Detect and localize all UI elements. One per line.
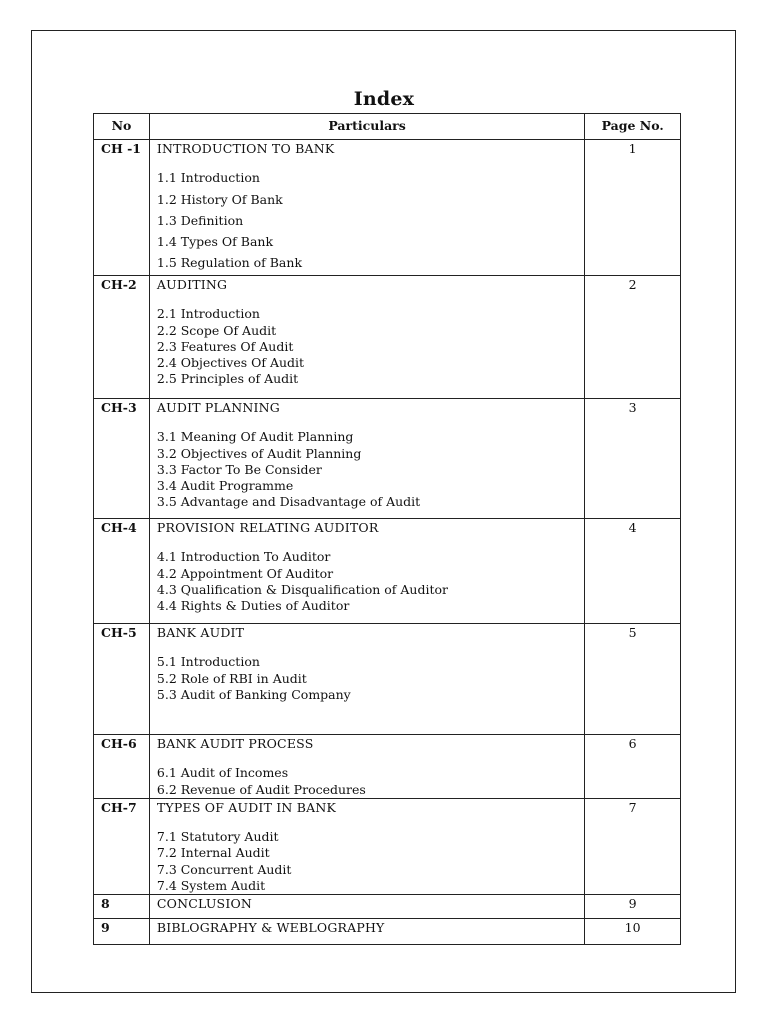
list-item: 2.4 Objectives Of Audit (156, 355, 305, 370)
list-item: 3.1 Meaning Of Audit Planning (156, 429, 354, 445)
chapter-no: CH-2 (94, 276, 150, 399)
table-row (94, 276, 681, 399)
chapter-page: 6 (585, 735, 681, 799)
chapter-page: 9 (585, 895, 681, 919)
list-item: 1.3 Definition (156, 212, 244, 228)
list-item: 4.4 Rights & Duties of Auditor (156, 598, 350, 613)
chapter-particulars (149, 399, 584, 519)
header-page: Page No. (585, 114, 681, 140)
header-particulars: Particulars (149, 114, 584, 140)
chapter-title: BIBLOGRAPHY & WEBLOGRAPHY (156, 920, 385, 935)
list-item: 3.4 Audit Programme (156, 478, 294, 493)
list-item: 1.1 Introduction (156, 170, 260, 186)
index-table (93, 113, 681, 945)
table-row (94, 399, 681, 519)
table-row (94, 624, 681, 735)
list-item: 5.2 Role of RBI in Audit (156, 670, 307, 686)
table-row (94, 798, 681, 894)
chapter-title: BANK AUDIT (156, 625, 245, 640)
chapter-items (157, 429, 584, 510)
list-item: 1.2 History Of Bank (156, 191, 283, 207)
chapter-no: CH-5 (94, 624, 150, 735)
chapter-no: CH -1 (94, 140, 150, 276)
list-item: 2.3 Features Of Audit (156, 338, 294, 354)
list-item: 7.4 System Audit (156, 877, 266, 893)
chapter-particulars (149, 140, 584, 276)
chapter-page: 5 (585, 624, 681, 735)
list-item: 3.5 Advantage and Disadvantage of Audit (156, 494, 421, 510)
table-row (94, 919, 681, 945)
list-item: 4.2 Appointment Of Auditor (156, 565, 334, 581)
list-item: 3.3 Factor To Be Consider (156, 461, 322, 477)
chapter-title: CONCLUSION (156, 896, 253, 911)
list-item: 5.1 Introduction (156, 654, 260, 670)
list-item: 7.2 Internal Audit (156, 845, 270, 861)
list-item: 5.3 Audit of Banking Company (156, 686, 351, 702)
chapter-title: TYPES OF AUDIT IN BANK (156, 799, 337, 815)
chapter-items (157, 654, 584, 703)
list-item: 4.1 Introduction To Auditor (156, 549, 331, 565)
chapter-items (157, 306, 584, 387)
table-row (94, 519, 681, 624)
list-item: 1.4 Types Of Bank (156, 234, 274, 249)
list-item: 3.2 Objectives of Audit Planning (156, 445, 362, 461)
chapter-no: 8 (94, 895, 150, 919)
chapter-particulars (149, 919, 584, 945)
page-title: Index (353, 88, 415, 110)
chapter-title: AUDIT PLANNING (156, 400, 280, 415)
list-item: 4.3 Qualification & Disqualification of Auditor (156, 581, 448, 597)
chapter-particulars (149, 895, 584, 919)
list-item: 1.5 Regulation of Bank (156, 255, 303, 271)
chapter-particulars (149, 519, 584, 624)
chapter-items (157, 170, 584, 271)
chapter-title: PROVISION RELATING AUDITOR (156, 520, 379, 535)
chapter-page: 1 (585, 140, 681, 276)
chapter-title: INTRODUCTION TO BANK (156, 141, 335, 156)
chapter-no: 9 (94, 919, 150, 945)
list-item: 2.5 Principles of Audit (156, 371, 299, 387)
chapter-particulars (149, 624, 584, 735)
chapter-page: 7 (585, 798, 681, 894)
chapter-particulars (149, 735, 584, 799)
list-item: 2.1 Introduction (156, 306, 260, 322)
table-row (94, 140, 681, 276)
list-item: 2.2 Scope Of Audit (156, 322, 277, 338)
chapter-no: CH-6 (94, 735, 150, 799)
header-no: No (94, 114, 150, 140)
chapter-items (157, 829, 584, 894)
list-item: 6.1 Audit of Incomes (156, 765, 289, 781)
list-item: 7.3 Concurrent Audit (156, 861, 292, 877)
chapter-no: CH-7 (94, 798, 150, 894)
chapter-particulars (149, 798, 584, 894)
table-row (94, 895, 681, 919)
chapter-page: 2 (585, 276, 681, 399)
list-item: 6.2 Revenue of Audit Procedures (156, 781, 366, 797)
chapter-items (157, 549, 584, 614)
chapter-particulars (149, 276, 584, 399)
table-row (94, 735, 681, 799)
chapter-page: 3 (585, 399, 681, 519)
chapter-no: CH-4 (94, 519, 150, 624)
chapter-title: AUDITING (156, 277, 228, 292)
chapter-title: BANK AUDIT PROCESS (156, 736, 314, 751)
chapter-no: CH-3 (94, 399, 150, 519)
chapter-items (157, 765, 584, 798)
chapter-page: 10 (585, 919, 681, 945)
header-row (94, 114, 681, 140)
chapter-page: 4 (585, 519, 681, 624)
list-item: 7.1 Statutory Audit (156, 829, 279, 844)
